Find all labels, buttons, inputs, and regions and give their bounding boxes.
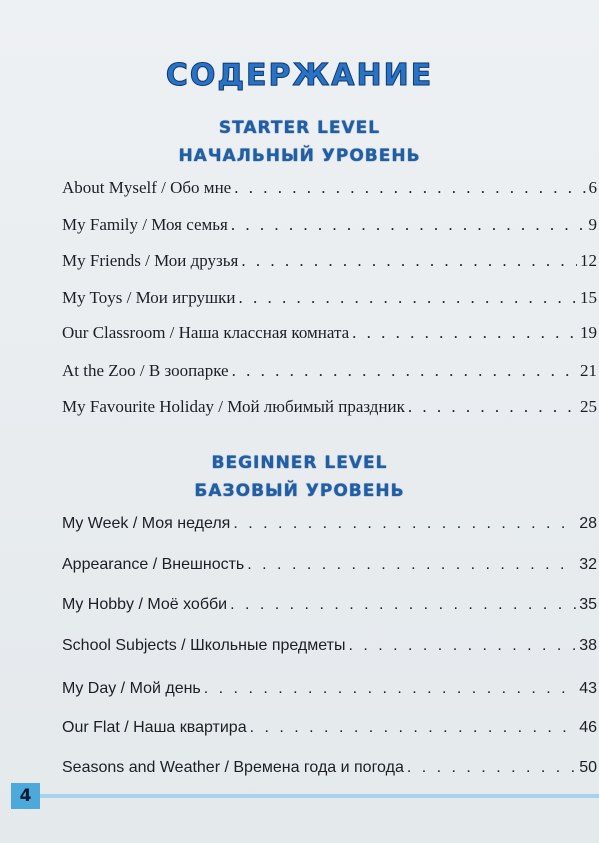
toc-entry-page: 19 <box>580 323 597 342</box>
page-footer <box>0 783 599 809</box>
toc-entry-page: 9 <box>588 215 597 234</box>
dot-leader <box>204 680 576 698</box>
toc-entry-page: 35 <box>579 596 597 613</box>
dot-leader <box>352 323 577 343</box>
dot-leader <box>348 637 576 655</box>
toc-entry-title: My Toys / Мои игрушки <box>62 288 236 307</box>
toc-entry-page: 12 <box>580 251 597 270</box>
toc-entry-title: My Day / Мой день <box>62 680 201 697</box>
footer-rule <box>40 794 599 798</box>
toc-entry-title: My Week / Моя неделя <box>62 515 231 532</box>
dot-leader <box>241 251 577 271</box>
toc-entry-page: 43 <box>579 680 597 697</box>
dot-leader <box>231 215 586 235</box>
dot-leader <box>250 719 577 737</box>
toc-entry[interactable] <box>62 288 597 312</box>
toc-entry-page: 15 <box>580 288 597 307</box>
dot-leader <box>234 178 585 198</box>
page-title: СОДЕРЖАНИЕ <box>165 58 434 93</box>
toc-entry-title: At the Zoo / В зоопарке <box>62 361 229 380</box>
toc-entry-title: My Hobby / Моё хобби <box>62 596 228 613</box>
dot-leader <box>233 515 576 533</box>
dot-leader <box>407 759 576 777</box>
toc-entry-page: 25 <box>580 397 597 416</box>
section-heading-beginner-en: BEGINNER LEVEL <box>211 453 388 473</box>
toc-entry[interactable] <box>62 361 597 385</box>
dot-leader <box>238 288 577 308</box>
toc-entry[interactable] <box>62 680 597 704</box>
toc-entry-title: Seasons and Weather / Времена года и погода <box>62 759 404 776</box>
toc-entry-title: Our Flat / Наша квартира <box>62 719 247 736</box>
toc-entry-page: 46 <box>579 719 597 736</box>
toc-entry[interactable] <box>62 515 597 539</box>
toc-entry[interactable] <box>62 251 597 275</box>
toc-entry-title: About Myself / Обо мне <box>62 178 232 197</box>
section-heading-starter-en: STARTER LEVEL <box>218 118 381 138</box>
toc-entry-page: 6 <box>588 178 597 197</box>
dot-leader <box>232 361 577 381</box>
toc-entry-page: 21 <box>580 361 597 380</box>
dot-leader <box>408 397 577 417</box>
toc-entry-title: Appearance / Внешность <box>62 556 245 573</box>
toc-entry[interactable] <box>62 637 597 661</box>
toc-entry[interactable] <box>62 215 597 239</box>
toc-entry[interactable] <box>62 719 597 743</box>
toc-entry-page: 28 <box>579 515 597 532</box>
toc-entry-title: My Friends / Мои друзья <box>62 251 239 270</box>
toc-entry[interactable] <box>62 759 597 783</box>
toc-entry-page: 50 <box>579 759 597 776</box>
toc-entry[interactable] <box>62 323 597 347</box>
dot-leader <box>247 556 576 574</box>
toc-entry-page: 38 <box>579 637 597 654</box>
toc-entry-title: My Family / Моя семья <box>62 215 228 234</box>
section-heading-beginner-ru: БАЗОВЫЙ УРОВЕНЬ <box>194 481 405 501</box>
toc-entry-title: My Favourite Holiday / Мой любимый праздник <box>62 397 405 416</box>
section-heading-starter-ru: НАЧАЛЬНЫЙ УРОВЕНЬ <box>178 146 421 166</box>
toc-entry[interactable] <box>62 596 597 620</box>
toc-entry-page: 32 <box>579 556 597 573</box>
toc-entry-title: Our Classroom / Наша классная комната <box>62 323 350 342</box>
toc-entry[interactable] <box>62 556 597 580</box>
toc-entry[interactable] <box>62 178 597 202</box>
dot-leader <box>230 596 576 614</box>
toc-entry[interactable] <box>62 397 597 421</box>
toc-entry-title: School Subjects / Школьные предметы <box>62 637 346 654</box>
page-number-badge: 4 <box>11 783 40 809</box>
